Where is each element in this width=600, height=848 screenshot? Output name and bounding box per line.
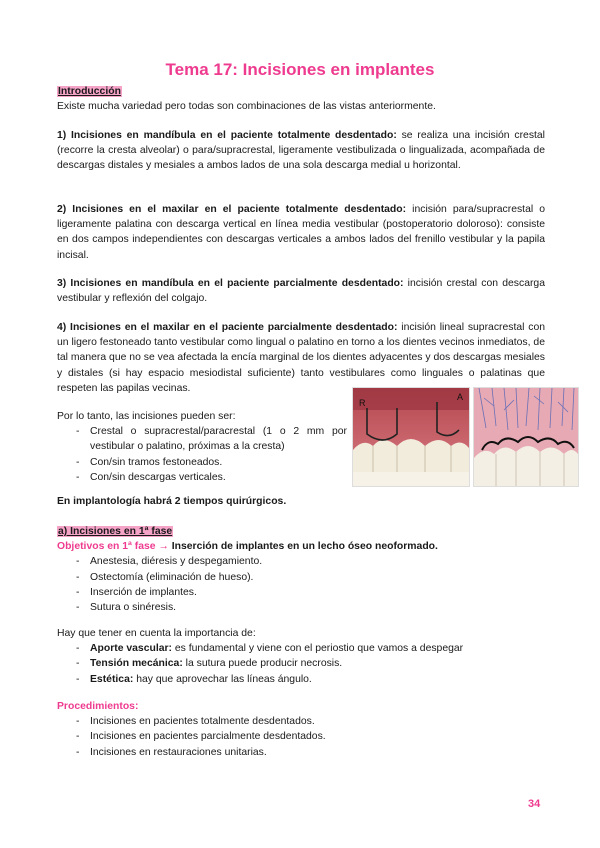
list-item: - Incisiones en restauraciones unitarias.: [57, 745, 545, 760]
item-title: Estética:: [90, 673, 134, 685]
types-lead: Por lo tanto, las incisiones pueden ser:: [57, 411, 236, 422]
case-3: [57, 276, 545, 306]
arrow-icon: →: [158, 541, 169, 553]
surgical-times: [57, 494, 545, 509]
item-text: hay que aprovechar las líneas ángulo.: [133, 673, 312, 685]
case-3-text: incisión crestal con descarga vestibular y reflexión del colgajo.: [57, 278, 545, 305]
list-item: - Crestal o supracrestal/paracrestal (1 o 2 mm por vestibular o palatino, próximas a la cresta): [57, 424, 347, 454]
list-item: - Incisiones en pacientes totalmente desdentados.: [57, 714, 545, 729]
label-r: R: [359, 398, 366, 408]
procedures-heading: Procedimientos:: [57, 701, 139, 712]
case-4: [57, 320, 545, 396]
list-item: - Inserción de implantes.: [57, 585, 545, 600]
item-title: Tensión mecánica:: [90, 658, 183, 670]
list-item: - Anestesia, diéresis y despegamiento.: [57, 554, 545, 569]
item-text: es fundamental y viene con el periostio que vamos a despegar: [172, 643, 464, 655]
case-1: [57, 128, 545, 174]
phase1-section: [57, 524, 545, 615]
list-item: - Con/sin descargas verticales.: [57, 470, 347, 485]
incision-types: [57, 409, 347, 485]
intro-section: [57, 84, 545, 114]
page-number: 34: [528, 798, 541, 810]
intro-heading: Introducción: [58, 86, 121, 97]
case-2-title: 2) Incisiones en el maxilar en el paciente totalmente desdentado:: [57, 204, 407, 215]
case-2: [57, 202, 545, 263]
label-a: A: [457, 392, 464, 402]
importance-section: [57, 626, 545, 687]
list-item: - Con/sin tramos festoneados.: [57, 455, 347, 470]
list-item: - Ostectomía (eliminación de hueso).: [57, 570, 545, 585]
case-2-text: incisión para/supracrestal o ligeramente palatina con descarga vertical en línea media vestibular (postoperatorio doloroso): consiste en dos campos independientes con descargas verticales a ambos lados del frenillo vestibular y la papila incisal.: [57, 204, 545, 261]
case-3-title: 3) Incisiones en mandíbula en el paciente parcialmente desdentado:: [57, 278, 404, 289]
vascular-incision-photo: [473, 387, 579, 487]
case-4-title: 4) Incisiones en el maxilar en el paciente parcialmente desdentado:: [57, 322, 398, 333]
list-item: [57, 656, 545, 671]
case-1-text: se realiza una incisión crestal (recorre la cresta alveolar) o para/supracrestal, ligeramente vestibulizada o lingualizada, acompañada de descargas distales y mesiales a ambos lados de una sola descarga medial u horizontal.: [57, 130, 545, 172]
case-1-title: 1) Incisiones en mandíbula en el paciente totalmente desdentado:: [57, 130, 397, 141]
list-item: - Sutura o sinéresis.: [57, 600, 545, 615]
list-item: [57, 672, 545, 687]
item-title: Aporte vascular:: [90, 643, 172, 655]
gingival-incision-photo: [352, 387, 470, 487]
page-title: Tema 17: Incisiones en implantes: [165, 60, 435, 79]
case-4-text: incisión lineal supracrestal con un ligero festoneado tanto vestibular como lingual o palatino en torno a los dientes vecinos inmediatos, de tal manera que no se vea afectada la encía marginal de los dientes adyacentes y dos descargas mesiales y distales (si hay espacio mesiodistal suficiente) tanto vestibulares como linguales o palatinas que respeten las papilas vecinas.: [57, 322, 545, 394]
list-item: - Incisiones en pacientes parcialmente desdentados.: [57, 729, 545, 744]
objective-text: Inserción de implantes en un lecho óseo neoformado.: [171, 541, 438, 553]
list-item: [57, 641, 545, 656]
procedures-section: [57, 699, 545, 760]
surgical-times-text: En implantología habrá 2 tiempos quirúrgicos.: [57, 496, 287, 507]
intro-text: Existe mucha variedad pero todas son combinaciones de las vistas anteriormente.: [57, 101, 436, 113]
item-text: la sutura puede producir necrosis.: [182, 658, 343, 670]
phase1-heading: a) Incisiones en 1ª fase: [58, 526, 173, 537]
importance-lead: Hay que tener en cuenta la importancia de:: [57, 628, 256, 639]
objective-label: Objetivos en 1ª fase: [57, 541, 156, 553]
